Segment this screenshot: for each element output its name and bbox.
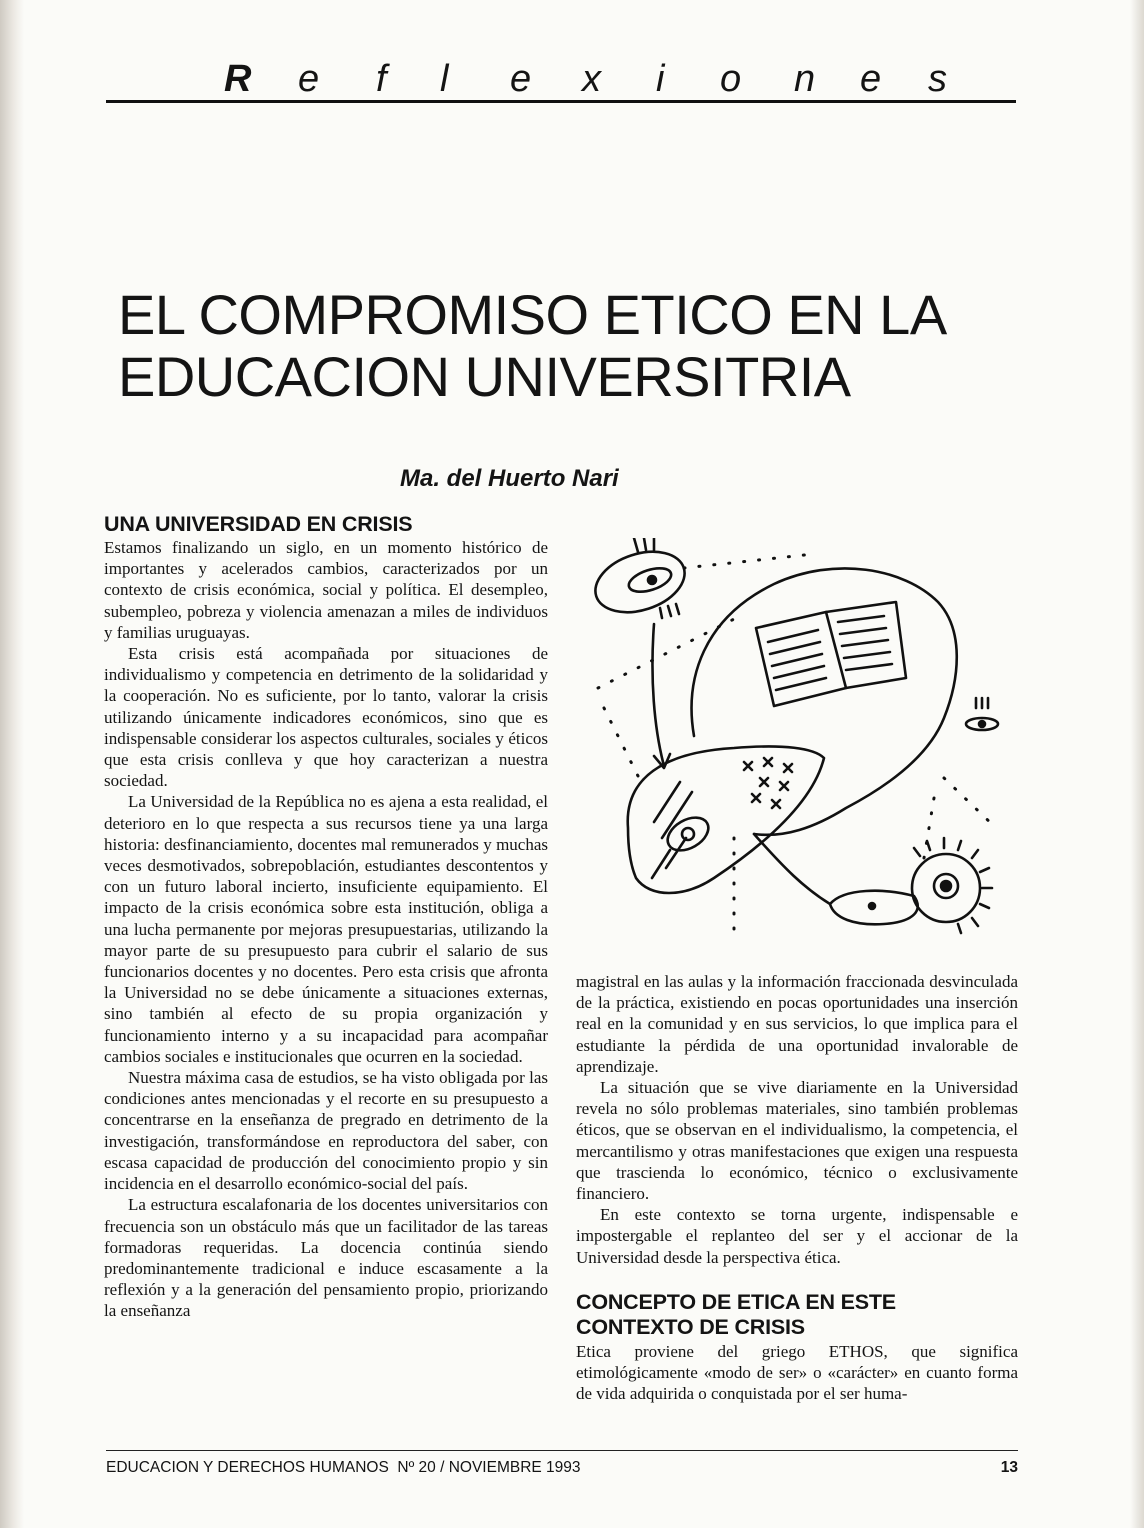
article-title-line: EL COMPROMISO ETICO EN LA — [118, 283, 947, 346]
section-header-letter: R — [224, 58, 252, 100]
section-heading-line: CONTEXTO DE CRISIS — [576, 1314, 805, 1339]
body-paragraph: En este contexto se torna urgente, indispensable e impostergable el replanteo del ser y el accionar de la Universidad desde la perspectiva ética. — [576, 1205, 1018, 1267]
body-paragraph: Estamos finalizando un siglo, en un momento histórico de importantes y acelerados cambios, caracterizados por un contexto de crisis económica, social y política. El desempleo, subempleo, pobreza y violencia amenazan a miles de individuos y familias uruguayas. — [104, 538, 548, 642]
section-header — [106, 58, 1016, 100]
body-paragraph: La situación que se vive diariamente en la Universidad revela no sólo problemas materiales, sino también problemas éticos, que se observan en el individualismo, la competencia, el mercantilismo y otras manifestaciones que exigen una respuesta que trascienda lo económico, técnico o exclusivamente financiero. — [576, 1078, 1018, 1204]
article-title — [118, 284, 1018, 408]
section-header-letter: i — [656, 58, 665, 100]
section-heading-line: CONCEPTO DE ETICA EN ESTE — [576, 1289, 896, 1314]
page-footer — [106, 1456, 1018, 1480]
footer-rule — [106, 1450, 1018, 1451]
page-binding-edge — [0, 0, 24, 1528]
section-header-letter: o — [720, 58, 742, 100]
section-header-letter: x — [582, 58, 601, 100]
page-number: 13 — [1000, 1459, 1018, 1476]
right-column — [576, 971, 1018, 1404]
body-paragraph: Esta crisis está acompañada por situaciones de individualismo y competencia en detrimento de la solidaridad y la cooperación. No es suficiente, por lo tanto, valorar la crisis utilizando únicamente indicadores económicos, sino que es indispensable considerar los aspectos culturales, sociales y éticos que esta crisis conlleva y que hoy caracterizan a nuestra sociedad. — [104, 644, 548, 791]
left-column — [104, 512, 548, 1322]
section-header-letter: e — [510, 58, 532, 100]
section-header-letter: e — [860, 58, 882, 100]
section-heading: UNA UNIVERSIDAD EN CRISIS — [104, 512, 413, 536]
article-title-line: EDUCACION UNIVERSITRIA — [118, 345, 851, 408]
abstract-line-drawing-icon — [584, 538, 1004, 948]
page-right-edge — [1130, 0, 1144, 1528]
section-header-letter: e — [298, 58, 320, 100]
section-heading — [576, 1290, 1018, 1340]
section-header-letter: s — [928, 58, 947, 100]
body-paragraph: Nuestra máxima casa de estudios, se ha visto obligada por las condiciones antes mencionadas y el recorte en su presupuesto a concentrarse en la enseñanza de pregrado en detrimento de la investigación, transformándose en reproductora del saber, con escasa capacidad de producción del conocimiento propio y sin incidencia en el desarrollo económico-social del país. — [104, 1068, 548, 1194]
section-header-letter: n — [794, 58, 816, 100]
article-author: Ma. del Huerto Nari — [400, 465, 619, 492]
section-header-letter: l — [440, 58, 449, 100]
body-paragraph: La Universidad de la República no es ajena a esta realidad, el deterioro en lo que respecta a sus recursos tiene ya una larga historia: desfinanciamiento, docentes mal remunerados y muchas veces desmotivados, sobrepoblación, estudiantes descontentos y con un futuro laboral incierto, insuficiente equipamiento. El impacto de la crisis económica sobre esta institución, obliga a una lucha permanente por mejoras presupuestarias, utilizando la mayor parte de su presupuesto para cubrir el salario de sus funcionarios docentes y no docentes. Pero esta crisis que afronta la Universidad no se debe únicamente a situaciones externas, sino también al efecto de su propia organización y funcionamiento interno y a su incapacidad para acompañar cambios sociales e institucionales que ocurren en la sociedad. — [104, 792, 548, 1066]
publication-info: EDUCACION Y DERECHOS HUMANOS Nº 20 / NOVIEMBRE 1993 — [106, 1459, 581, 1476]
body-paragraph: La estructura escalafonaria de los docentes universitarios con frecuencia son un obstáculo más que un facilitador de las tareas formadoras requeridas. La docencia continúa siendo predominantemente tradicional e induce escasamente a la reflexión y a la generación del pensamiento propio, priorizando la enseñanza — [104, 1195, 548, 1321]
body-paragraph: Etica proviene del griego ETHOS, que significa etimológicamente «modo de ser» o «carácter» en cuanto forma de vida adquirida o conquistada por el ser huma- — [576, 1341, 1018, 1404]
section-header-letter: f — [376, 58, 387, 100]
section-header-rule — [106, 100, 1016, 103]
body-paragraph: magistral en las aulas y la información fraccionada desvinculada de la práctica, existiendo en pocas oportunidades una inserción real en la comunidad y en sus servicios, lo que implica para el estudiante la pérdida de una oportunidad invalorable de aprendizaje. — [576, 972, 1018, 1076]
